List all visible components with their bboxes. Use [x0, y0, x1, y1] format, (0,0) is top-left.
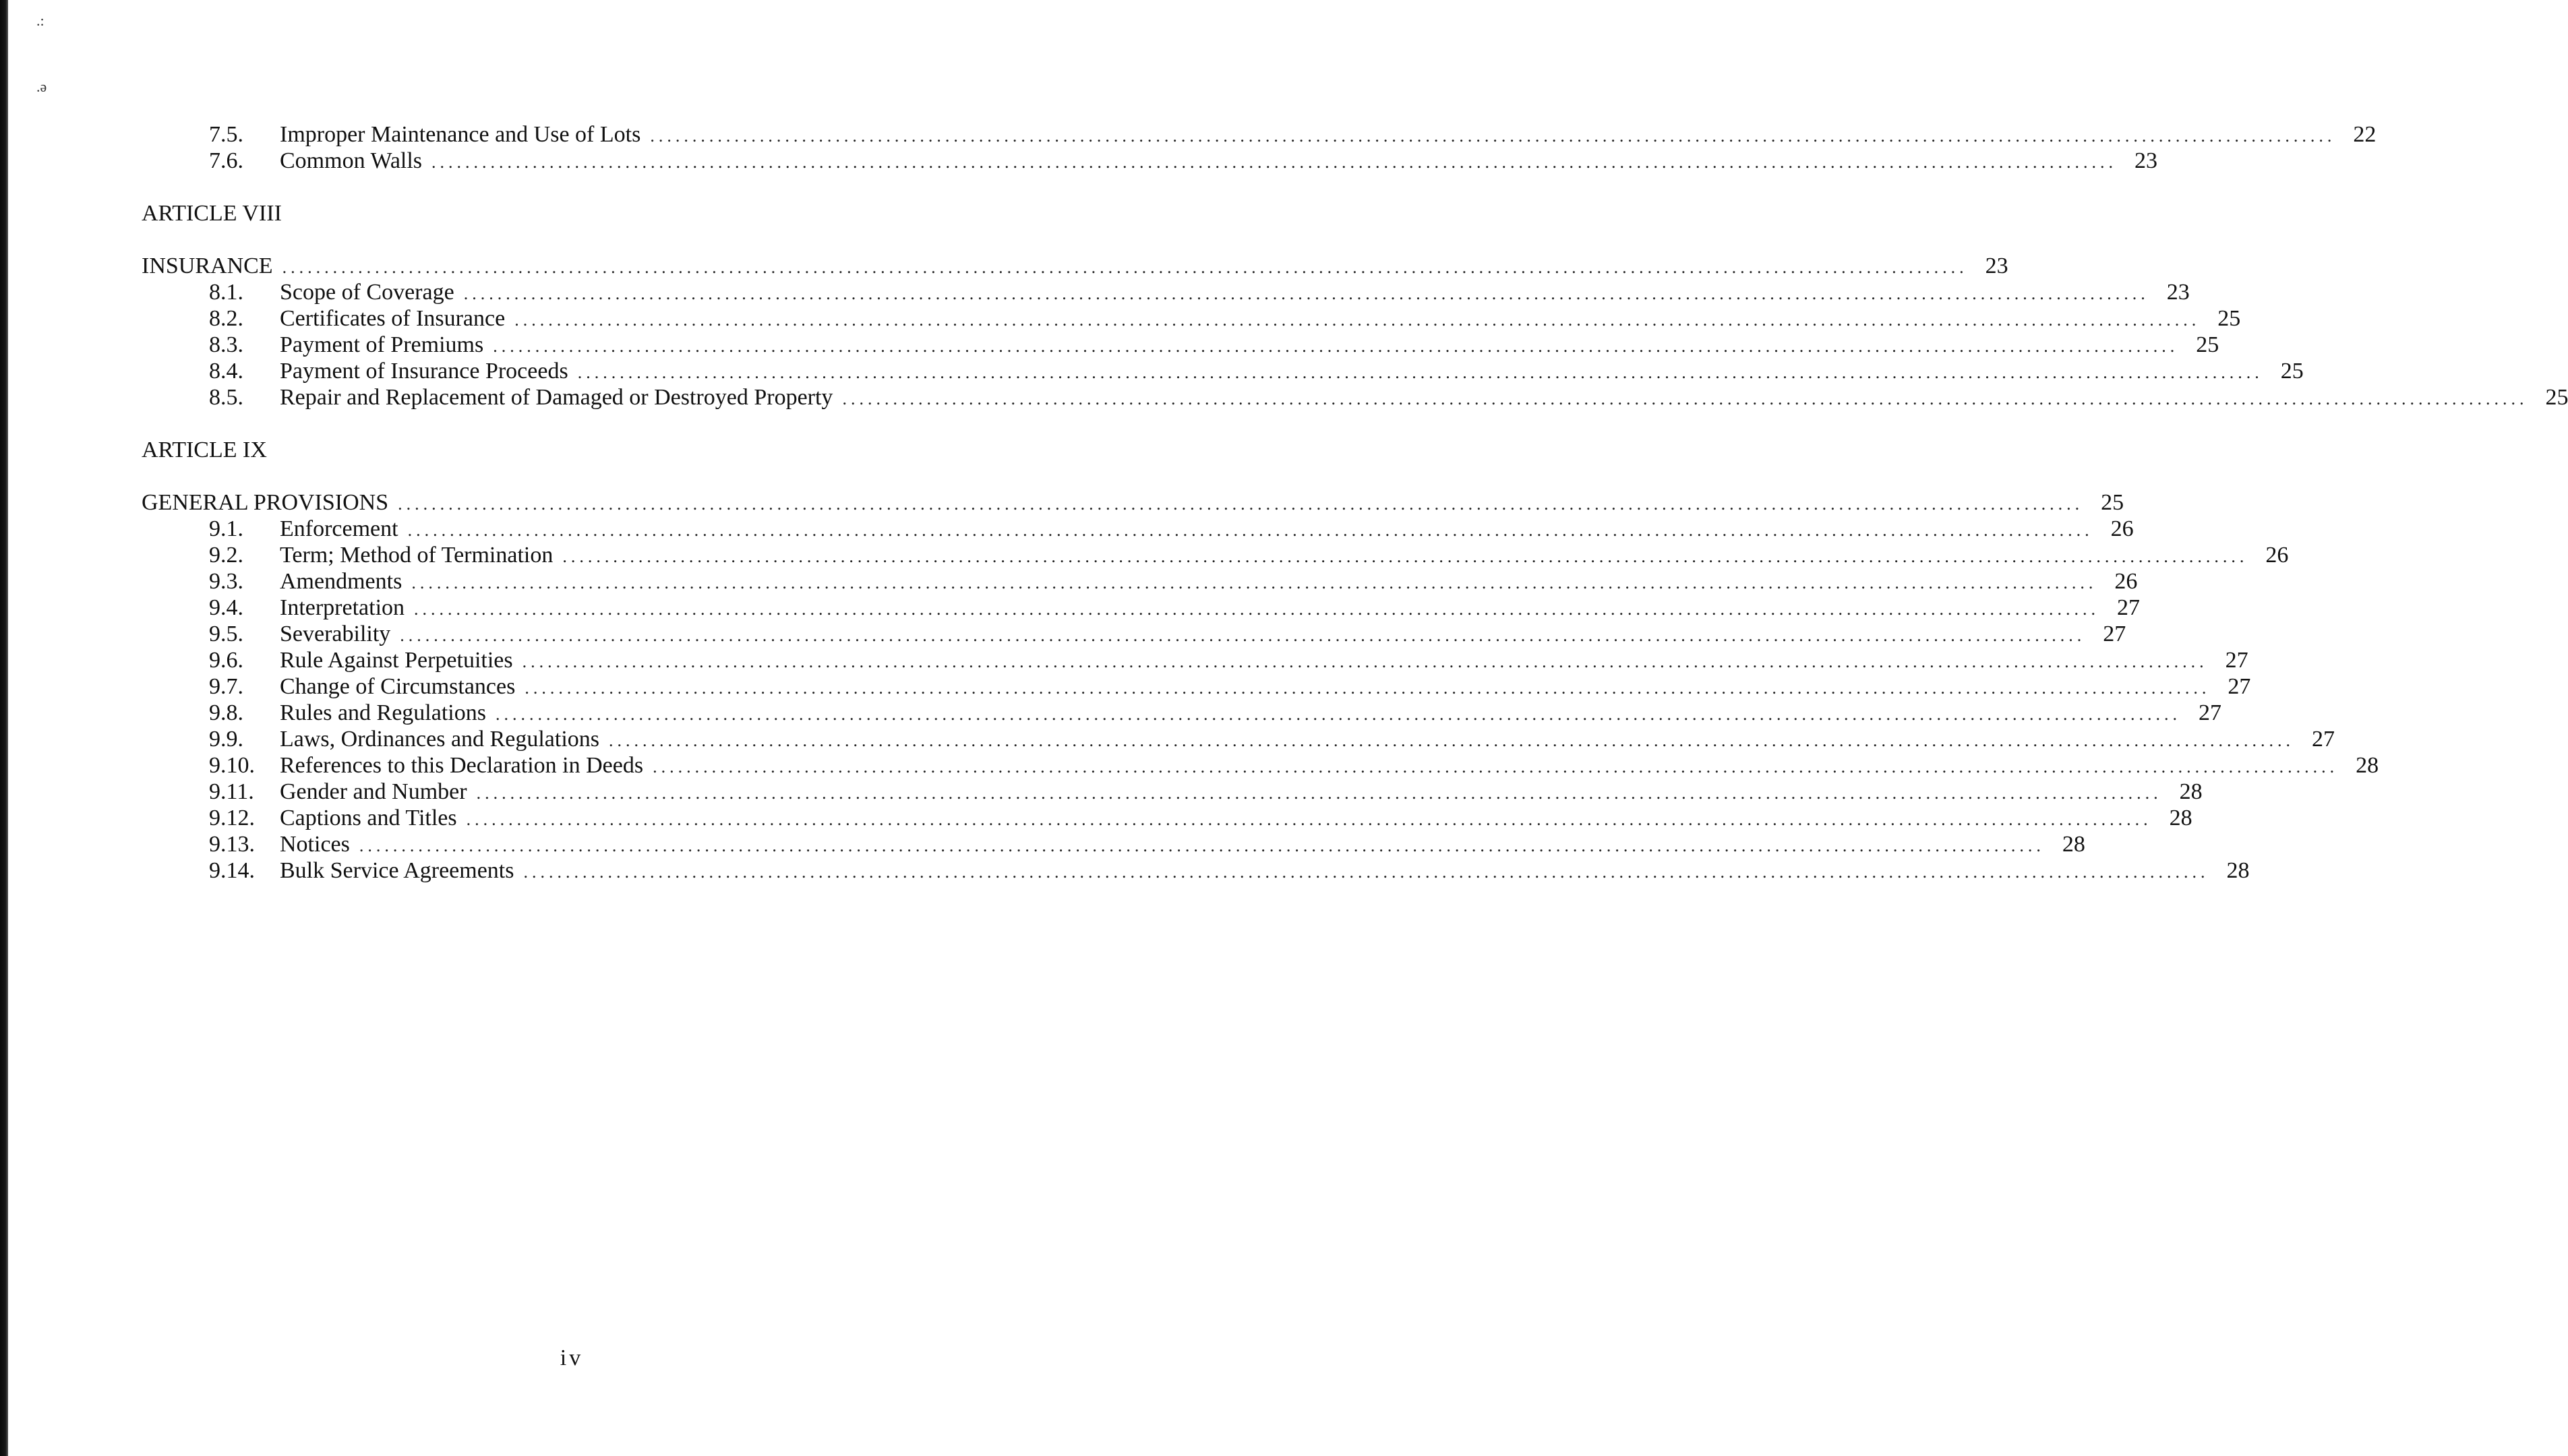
toc-entry[interactable]	[209, 358, 2304, 385]
dot-leader: ........................................................................................................................................................................................................	[562, 547, 2248, 566]
toc-entry-page: 28	[2169, 806, 2192, 830]
toc-entry-number: 9.9.	[209, 727, 243, 752]
toc-entry[interactable]	[209, 700, 2221, 727]
toc-entry[interactable]	[209, 673, 2251, 700]
toc-entry-title: Amendments	[280, 569, 402, 594]
toc-entry-title: Rule Against Perpetuities	[280, 648, 513, 673]
article-title: INSURANCE	[142, 253, 273, 278]
toc-entry[interactable]	[209, 831, 2085, 858]
toc-entry[interactable]	[209, 332, 2219, 359]
page-number: iv	[560, 1345, 584, 1370]
toc-entry-number: 7.5.	[209, 122, 243, 147]
toc-entry-page: 27	[2312, 727, 2335, 752]
toc-entry-title: Gender and Number	[280, 779, 467, 804]
toc-entry[interactable]	[209, 148, 2158, 175]
toc-entry-page: 27	[2117, 595, 2141, 620]
toc-entry-title: Term; Method of Termination	[280, 543, 554, 568]
toc-entry-page: 26	[2265, 543, 2289, 568]
dot-leader: ........................................................................................................................................................................................................	[463, 284, 2149, 303]
toc-entry-title: Rules and Regulations	[280, 700, 486, 725]
toc-entry-title: Change of Circumstances	[280, 674, 516, 699]
toc-entry-number: 9.12.	[209, 806, 255, 830]
dot-leader: ........................................................................................................................................................................................................	[577, 363, 2263, 382]
toc-entry-page: 25	[2196, 332, 2219, 357]
toc-entry-title: Interpretation	[280, 595, 405, 620]
article-title: GENERAL PROVISIONS	[142, 490, 389, 515]
dot-leader: ........................................................................................................................................................................................................	[495, 704, 2181, 724]
dot-leader: ........................................................................................................................................................................................................	[523, 862, 2209, 882]
toc-entry-page: 27	[2225, 648, 2248, 673]
toc-entry-title: References to this Declaration in Deeds	[280, 753, 644, 778]
toc-entry-title: Enforcement	[280, 516, 398, 541]
toc-entry-title: Scope of Coverage	[280, 280, 454, 305]
toc-entry-number: 9.1.	[209, 516, 243, 541]
dot-leader: ........................................................................................................................................................................................................	[842, 389, 2528, 408]
article-heading: ARTICLE IX	[142, 437, 267, 462]
toc-entry[interactable]	[209, 516, 2134, 543]
toc-entry[interactable]	[209, 384, 2568, 411]
toc-entry-page: 25	[2280, 359, 2304, 384]
dot-leader: ........................................................................................................................................................................................................	[398, 494, 2084, 514]
toc-entry-page: 28	[2226, 858, 2250, 883]
toc-entry-title: Bulk Service Agreements	[280, 858, 514, 883]
scan-speck: .ǝ	[36, 78, 47, 95]
dot-leader: ........................................................................................................................................................................................................	[407, 520, 2093, 540]
dot-leader: ........................................................................................................................................................................................................	[514, 310, 2201, 330]
dot-leader: ........................................................................................................................................................................................................	[359, 836, 2045, 855]
toc-entry-title: Payment of Premiums	[280, 332, 484, 357]
toc-entry-page: 26	[2114, 569, 2138, 594]
toc-article-title[interactable]	[142, 489, 2124, 516]
toc-entry[interactable]	[209, 647, 2248, 674]
dot-leader: ........................................................................................................................................................................................................	[609, 731, 2294, 750]
dot-leader: ........................................................................................................................................................................................................	[476, 783, 2162, 803]
toc-entry[interactable]	[209, 726, 2335, 753]
toc-entry[interactable]	[209, 121, 2377, 148]
toc-entry[interactable]	[209, 568, 2138, 595]
toc-entry[interactable]	[209, 305, 2241, 332]
toc-entry-number: 8.5.	[209, 385, 243, 410]
toc-entry-title: Captions and Titles	[280, 806, 457, 830]
toc-entry-number: 8.1.	[209, 280, 243, 305]
dot-leader: ........................................................................................................................................................................................................	[411, 573, 2097, 593]
toc-entry-number: 7.6.	[209, 148, 243, 173]
toc-entry-page: 23	[2166, 280, 2190, 305]
toc-entry[interactable]	[209, 621, 2126, 648]
toc-entry-number: 9.7.	[209, 674, 243, 699]
toc-entry-title: Payment of Insurance Proceeds	[280, 359, 568, 384]
toc-entry[interactable]	[209, 752, 2379, 779]
toc-entry[interactable]	[209, 857, 2250, 884]
dot-leader: ........................................................................................................................................................................................................	[466, 810, 2152, 829]
toc-entry-number: 9.3.	[209, 569, 243, 594]
toc-entry-number: 9.8.	[209, 700, 243, 725]
toc-entry-number: 9.5.	[209, 621, 243, 646]
toc-entry[interactable]	[209, 805, 2192, 832]
toc-entry-number: 9.11.	[209, 779, 254, 804]
dot-leader: ........................................................................................................................................................................................................	[282, 257, 1968, 277]
toc-entry-number: 9.10.	[209, 753, 255, 778]
toc-entry-number: 9.13.	[209, 832, 255, 857]
toc-entry-page: 22	[2353, 122, 2377, 147]
article-page: 25	[2101, 490, 2124, 515]
toc-entry[interactable]	[209, 542, 2289, 569]
dot-leader: ........................................................................................................................................................................................................	[650, 126, 2336, 146]
toc-entry-number: 9.2.	[209, 543, 243, 568]
toc-entry[interactable]	[209, 279, 2190, 306]
toc-entry-title: Common Walls	[280, 148, 423, 173]
toc-entry-title: Improper Maintenance and Use of Lots	[280, 122, 641, 147]
toc-entry-title: Notices	[280, 832, 350, 857]
toc-entry-title: Laws, Ordinances and Regulations	[280, 727, 599, 752]
toc-entry-page: 25	[2217, 306, 2241, 331]
scan-speck: .:	[36, 12, 44, 29]
toc-entry-page: 28	[2179, 779, 2203, 804]
dot-leader: ........................................................................................................................................................................................................	[400, 626, 2086, 645]
toc-entry-number: 8.2.	[209, 306, 243, 331]
scan-edge-shadow	[0, 0, 8, 1456]
dot-leader: ........................................................................................................................................................................................................	[414, 599, 2100, 619]
article-heading: ARTICLE VIII	[142, 201, 282, 226]
toc-entry-page: 28	[2356, 753, 2379, 778]
dot-leader: ........................................................................................................................................................................................................	[493, 336, 2179, 356]
toc-entry-page: 27	[2198, 700, 2221, 725]
toc-entry-page: 25	[2545, 385, 2568, 410]
toc-entry-number: 9.6.	[209, 648, 243, 673]
dot-leader: ........................................................................................................................................................................................................	[525, 678, 2211, 698]
toc-entry-number: 8.4.	[209, 359, 243, 384]
toc-entry-title: Certificates of Insurance	[280, 306, 506, 331]
toc-entry-title: Severability	[280, 621, 391, 646]
toc-entry-page: 27	[2103, 621, 2126, 646]
toc-entry-number: 9.14.	[209, 858, 255, 883]
dot-leader: ........................................................................................................................................................................................................	[522, 652, 2208, 671]
toc-entry-page: 27	[2228, 674, 2251, 699]
toc-entry-number: 9.4.	[209, 595, 243, 620]
toc-entry-page: 23	[2134, 148, 2158, 173]
toc-article-title[interactable]	[142, 253, 2008, 280]
dot-leader: ........................................................................................................................................................................................................	[653, 757, 2339, 777]
toc-entry-number: 8.3.	[209, 332, 243, 357]
toc-entry-page: 28	[2062, 832, 2085, 857]
toc-entry-page: 26	[2110, 516, 2134, 541]
toc-entry-title: Repair and Replacement of Damaged or Destroyed Property	[280, 385, 833, 410]
article-page: 23	[1985, 253, 2008, 278]
toc-entry[interactable]	[209, 595, 2141, 621]
toc-entry[interactable]	[209, 779, 2203, 806]
dot-leader: ........................................................................................................................................................................................................	[431, 152, 2118, 172]
